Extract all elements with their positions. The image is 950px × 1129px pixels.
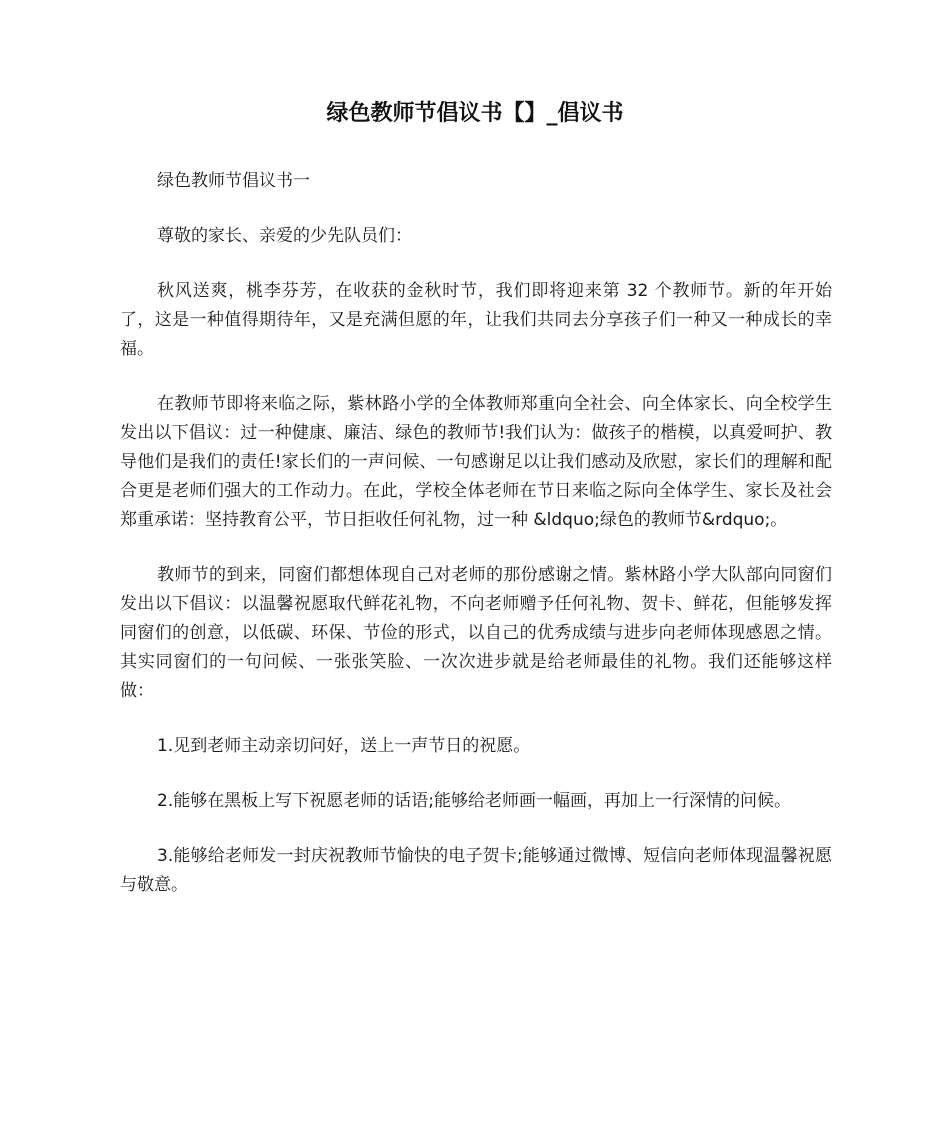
list-item-2: 2.能够在黑板上写下祝愿老师的话语;能够给老师画一幅画，再加上一行深情的问候。 bbox=[157, 791, 791, 811]
paragraph-teacher-proposal: 在教师节即将来临之际，紫林路小学的全体教师郑重向全社会、向全体家长、向全校学生发出以下倡议：过一种健康、廉洁、绿色的教师节!我们认为：做孩子的楷模，以真爱呵护、教导他们是我们的责任!家长们的一声问候、一句感谢足以让我们感动及欣慰，家长们的理解和配合更是老师们强大的工作动力。在此，学校全体老师在节日来临之际向全体学生、家长及社会郑重承诺：坚持教育公平，节日拒收任何礼物，过一种 &ldquo;绿色的教师节&rdquo;。 bbox=[120, 394, 832, 530]
paragraph-intro: 秋风送爽，桃李芬芳，在收获的金秋时节，我们即将迎来第 32 个教师节。新的年开始了，这是一种值得期待年，又是充满但愿的年，让我们共同去分享孩子们一种又一种成长的幸福。 bbox=[120, 281, 832, 359]
list-item-1: 1.见到老师主动亲切问好，送上一声节日的祝愿。 bbox=[157, 736, 531, 756]
document-body bbox=[120, 167, 832, 926]
list-item-3: 3.能够给老师发一封庆祝教师节愉快的电子贺卡;能够通过微博、短信向老师体现温馨祝愿与敬意。 bbox=[120, 846, 832, 895]
paragraph-student-proposal: 教师节的到来，同窗们都想体现自己对老师的那份感谢之情。紫林路小学大队部向同窗们发出以下倡议：以温馨祝愿取代鲜花礼物，不向老师赠予任何礼物、贺卡、鲜花，但能够发挥同窗们的创意，以低碳、环保、节俭的形式，以自己的优秀成绩与进步向老师体现感恩之情。其实同窗们的一句问候、一张张笑脸、一次次进步就是给老师最佳的礼物。我们还能够这样做： bbox=[120, 565, 832, 701]
section-heading: 绿色教师节倡议书一 bbox=[157, 171, 310, 191]
salutation: 尊敬的家长、亲爱的少先队员们： bbox=[157, 226, 412, 246]
document-title: 绿色教师节倡议书【】_倡议书 bbox=[326, 101, 624, 126]
